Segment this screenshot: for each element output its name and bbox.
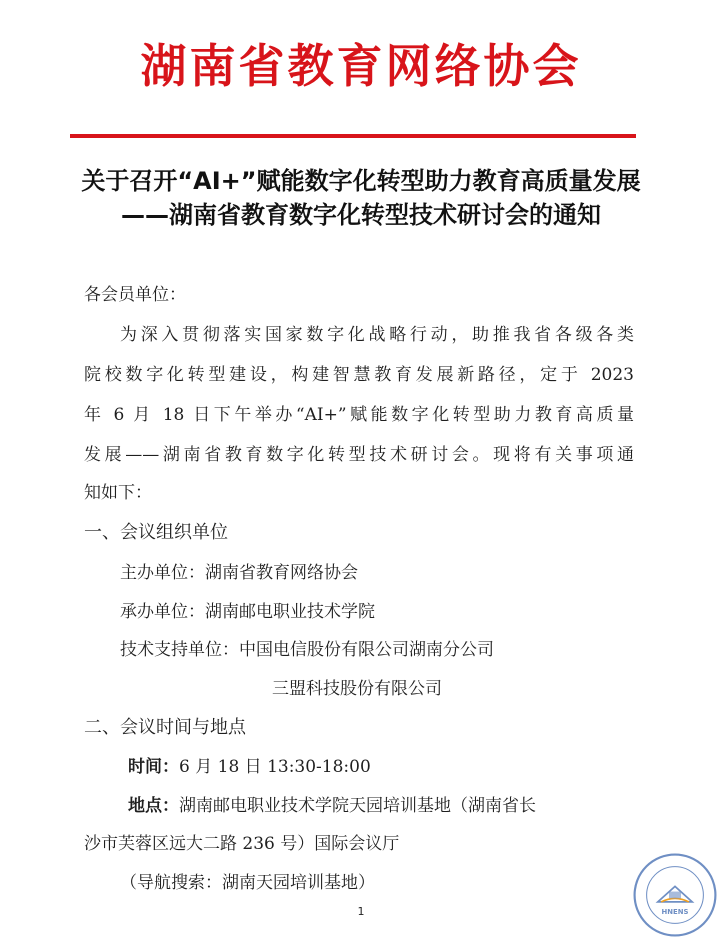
org-header: 湖南省教育网络协会: [140, 39, 582, 93]
meeting-time: [128, 755, 371, 779]
place-label: 地点：: [128, 796, 179, 816]
meeting-place: [128, 794, 634, 818]
intro-line: 发展——湖南省教育数字化转型技术研讨会。现将有关事项通: [84, 445, 634, 465]
intro-line: 院校数字化转型建设，构建智慧教育发展新路径，定于 2023: [84, 365, 634, 385]
meeting-place-cont: 沙市芙蓉区远大二路 236 号）国际会议厅: [84, 834, 400, 854]
section-heading-organizers: 一、会议组织单位: [84, 522, 228, 543]
time-label: 时间：: [128, 757, 179, 777]
host-unit: 主办单位：湖南省教育网络协会: [120, 563, 358, 583]
document-title: 关于召开“AI+”赋能数字化转型助力教育高质量发展——湖南省教育数字化转型技术研讨会的通知: [81, 167, 641, 229]
tech-support-unit: 技术支持单位：中国电信股份有限公司湖南分公司: [120, 640, 494, 660]
section-heading-time-place: 二、会议时间与地点: [84, 717, 246, 738]
seal-center-text: HNENS: [661, 907, 689, 916]
page-number: 1: [357, 905, 365, 918]
red-divider: [70, 134, 636, 138]
salutation: 各会员单位：: [84, 285, 186, 305]
navigation-hint: （导航搜索：湖南天园培训基地）: [120, 873, 375, 893]
place-value: 湖南邮电职业技术学院天园培训基地（湖南省长: [179, 796, 536, 816]
intro-line: 知如下：: [84, 483, 152, 503]
organizer-unit: 承办单位：湖南邮电职业技术学院: [120, 602, 375, 622]
intro-line: 年 6 月 18 日下午举办“AI+”赋能数字化转型助力教育高质量: [84, 405, 634, 425]
time-value: 6 月 18 日 13:30-18:00: [179, 757, 371, 777]
intro-line: 为深入贯彻落实国家数字化战略行动，助推我省各级各类: [120, 325, 634, 345]
association-seal-icon: [632, 852, 718, 938]
tech-support-unit-2: 三盟科技股份有限公司: [272, 679, 442, 699]
